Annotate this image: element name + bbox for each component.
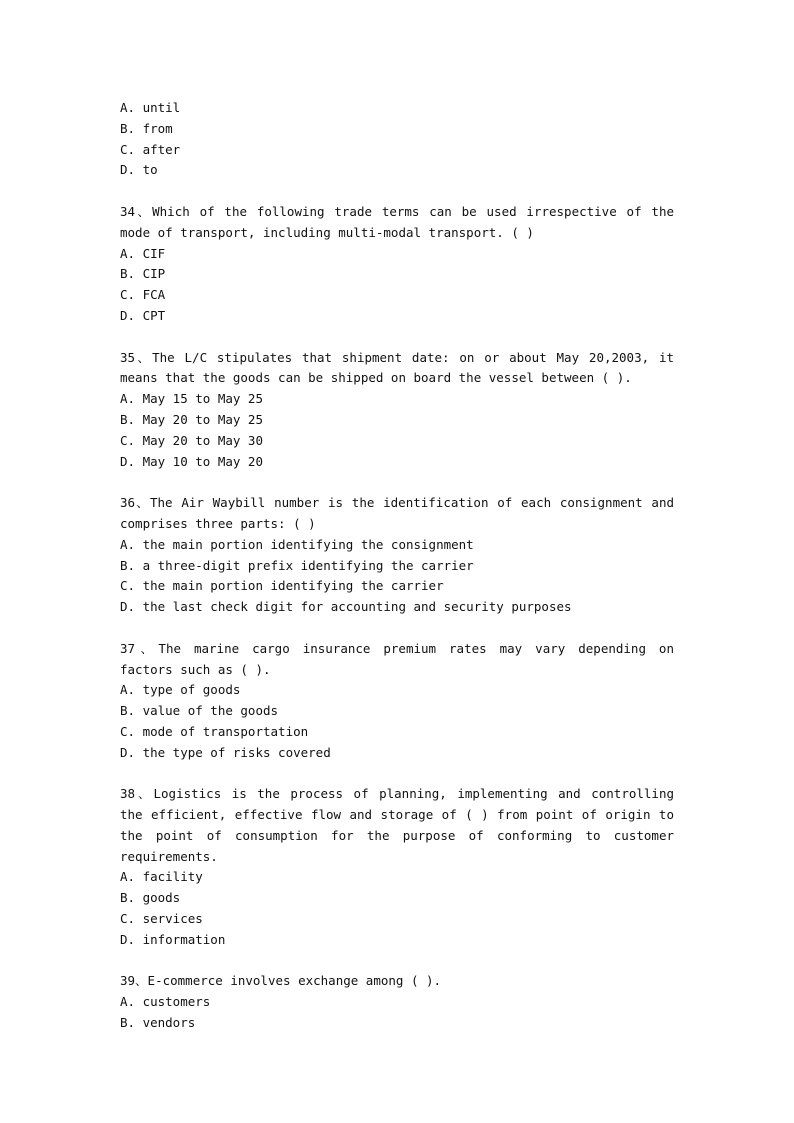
preceding-options [120, 98, 674, 181]
question-text: 39、E-commerce involves exchange among ( ). [120, 973, 442, 989]
question-38 [120, 784, 674, 950]
option-d: D. information [120, 931, 226, 947]
option-b: B. from [120, 120, 173, 136]
option-d: D. CPT [120, 307, 166, 323]
option-a: A. CIF [120, 245, 166, 261]
question-text: 38、Logistics is the process of planning, implementing and controlling the efficient, effective flow and storage of ( ) from point of origin to the point of consumption for the purpose of conforming to customer requirements. [120, 786, 674, 864]
option-b: B. goods [120, 890, 181, 906]
option-a: A. customers [120, 994, 211, 1010]
question-36 [120, 493, 674, 618]
option-a: A. facility [120, 869, 203, 885]
option-b: B. May 20 to May 25 [120, 411, 263, 427]
option-d: D. the type of risks covered [120, 744, 331, 760]
option-c: C. May 20 to May 30 [120, 432, 263, 448]
option-a: A. type of goods [120, 682, 241, 698]
option-c: C. after [120, 141, 181, 157]
question-text: 34、Which of the following trade terms can be used irrespective of the mode of transport, including multi-modal transport. ( ) [120, 203, 674, 240]
question-text: 35、The L/C stipulates that shipment date: on or about May 20,2003, it means that the goods can be shipped on board the vessel between ( ). [120, 349, 674, 386]
option-b: B. value of the goods [120, 703, 279, 719]
option-b: B. CIP [120, 266, 166, 282]
option-d: D. May 10 to May 20 [120, 453, 263, 469]
option-b: B. vendors [120, 1015, 196, 1031]
question-39 [120, 971, 674, 1033]
question-text: 37、The marine cargo insurance premium rates may vary depending on factors such as ( ). [120, 640, 674, 677]
option-c: C. services [120, 911, 203, 927]
option-c: C. mode of transportation [120, 723, 309, 739]
option-a: A. May 15 to May 25 [120, 391, 263, 407]
question-37 [120, 639, 674, 764]
question-text: 36、The Air Waybill number is the identification of each consignment and comprises three parts: ( ) [120, 495, 674, 531]
option-a: A. the main portion identifying the consignment [120, 536, 474, 552]
option-d: D. to [120, 162, 158, 178]
option-b: B. a three-digit prefix identifying the carrier [120, 557, 474, 573]
question-34 [120, 202, 674, 327]
option-c: C. the main portion identifying the carrier [120, 578, 444, 594]
option-d: D. the last check digit for accounting and security purposes [120, 599, 572, 615]
option-a: A. until [120, 100, 181, 115]
option-c: C. FCA [120, 287, 166, 303]
question-35 [120, 348, 674, 473]
exam-content [120, 98, 674, 1034]
